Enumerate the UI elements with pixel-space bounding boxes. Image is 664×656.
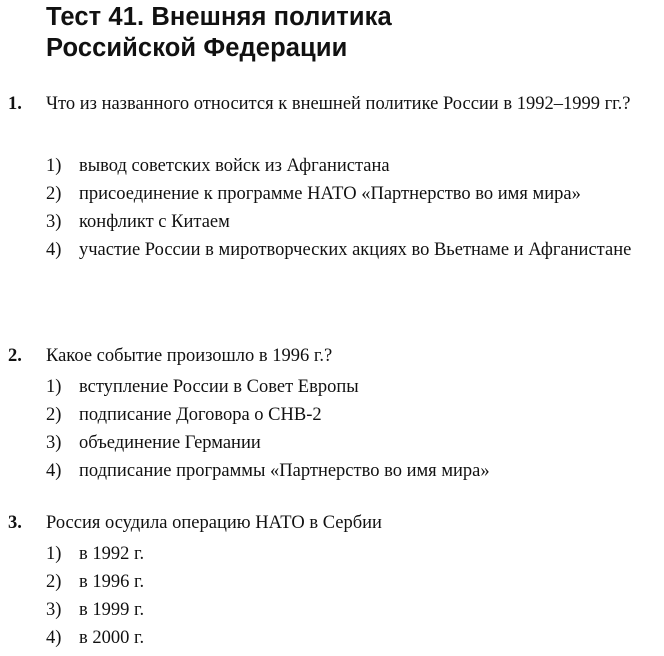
- option-text: вывод советских войск из Афганистана: [79, 156, 390, 176]
- option-number: 1): [46, 544, 62, 564]
- option-number: 4): [46, 240, 62, 260]
- answer-option-3[interactable]: [46, 208, 662, 236]
- answer-options: [46, 373, 662, 485]
- page-title-line-2: Российской Федерации: [46, 34, 348, 62]
- option-number: 1): [46, 156, 62, 176]
- answer-option-2[interactable]: [46, 568, 662, 596]
- option-text: в 1992 г.: [79, 544, 145, 564]
- option-text: участие России в миротворческих акциях во Вьетнаме и Афганистане: [79, 240, 632, 260]
- option-number: 3): [46, 212, 62, 232]
- option-text: присоединение к программе НАТО «Партнерство во имя мира»: [79, 184, 581, 204]
- question-number: 2.: [8, 346, 22, 366]
- answer-option-4[interactable]: [46, 624, 662, 652]
- answer-option-2[interactable]: [46, 401, 662, 429]
- option-number: 2): [46, 405, 62, 425]
- option-text: подписание программы «Партнерство во имя мира»: [79, 461, 490, 481]
- option-number: 1): [46, 377, 62, 397]
- option-text: в 1996 г.: [79, 572, 145, 592]
- option-text: подписание Договора о СНВ-2: [79, 405, 322, 425]
- option-text: вступление России в Совет Европы: [79, 377, 359, 397]
- page-title: [46, 2, 392, 64]
- answer-options: [46, 152, 662, 264]
- answer-option-4[interactable]: [46, 236, 662, 264]
- option-number: 2): [46, 572, 62, 592]
- question-number: 3.: [8, 513, 22, 533]
- answer-option-1[interactable]: [46, 540, 662, 568]
- option-text: в 1999 г.: [79, 600, 145, 620]
- page-title-line-1: Тест 41. Внешняя политика: [46, 3, 392, 31]
- answer-option-1[interactable]: [46, 373, 662, 401]
- answer-option-1[interactable]: [46, 152, 662, 180]
- option-text: в 2000 г.: [79, 628, 145, 648]
- option-text: объединение Германии: [79, 433, 261, 453]
- option-number: 3): [46, 433, 62, 453]
- answer-options: [46, 540, 662, 652]
- option-number: 3): [46, 600, 62, 620]
- question-number: 1.: [8, 94, 22, 114]
- answer-option-3[interactable]: [46, 596, 662, 624]
- question-text: Какое событие произошло в 1996 г.?: [46, 346, 333, 366]
- question-text: Что из названного относится к внешней политике России в 1992–1999 гг.?: [46, 94, 631, 114]
- answer-option-3[interactable]: [46, 429, 662, 457]
- option-number: 2): [46, 184, 62, 204]
- option-text: конфликт с Китаем: [79, 212, 230, 232]
- option-number: 4): [46, 628, 62, 648]
- answer-option-4[interactable]: [46, 457, 662, 485]
- answer-option-2[interactable]: [46, 180, 662, 208]
- option-number: 4): [46, 461, 62, 481]
- question-text: Россия осудила операцию НАТО в Сербии: [46, 513, 382, 533]
